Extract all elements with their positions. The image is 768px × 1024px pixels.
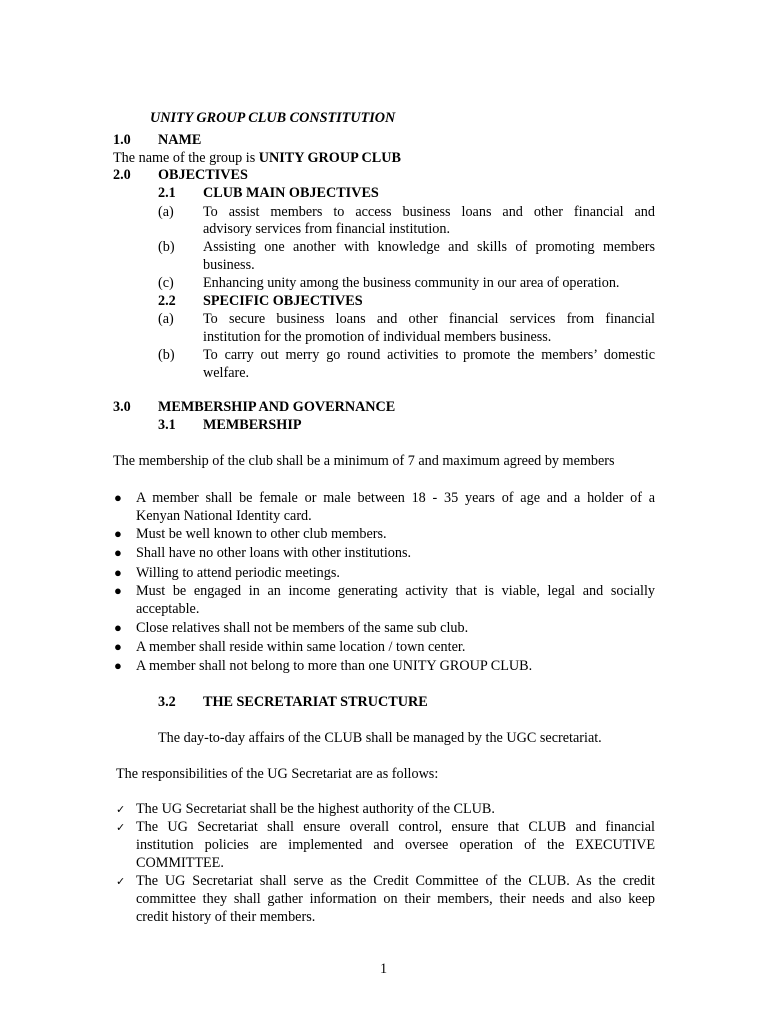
membership-intro: The membership of the club shall be a minimum of 7 and maximum agreed by members <box>113 453 615 469</box>
membership-criterion-line: Shall have no other loans with other institutions. <box>136 545 412 561</box>
membership-criterion-line: acceptable. <box>136 601 200 617</box>
responsibility-line: credit history of their members. <box>136 909 316 925</box>
group-name-prefix: The name of the group is <box>113 150 259 166</box>
checkmark-icon: ✓ <box>116 822 126 834</box>
checkmark-icon: ✓ <box>116 804 126 816</box>
membership-criterion-line: A member shall not belong to more than one UNITY GROUP CLUB. <box>136 658 533 674</box>
section-2-2-number: 2.2 <box>158 293 176 309</box>
section-2-1-number: 2.1 <box>158 185 176 201</box>
section-3-number: 3.0 <box>113 399 131 415</box>
bullet-icon: ● <box>114 526 122 541</box>
specific-objective-label: (b) <box>158 347 175 363</box>
specific-objective-line: To secure business loans and other financial services from financial <box>203 311 655 327</box>
objective-label: (a) <box>158 204 174 220</box>
responsibilities-intro: The responsibilities of the UG Secretariat are as follows: <box>116 766 439 782</box>
bullet-icon: ● <box>114 639 122 654</box>
specific-objective-line: institution for the promotion of individual members business. <box>203 329 552 345</box>
section-3-2-number: 3.2 <box>158 694 176 710</box>
membership-criterion-line: Close relatives shall not be members of the same sub club. <box>136 620 469 636</box>
bullet-icon: ● <box>114 620 122 635</box>
membership-criterion-line: Must be engaged in an income generating activity that is viable, legal and socially <box>136 583 655 599</box>
document-title: UNITY GROUP CLUB CONSTITUTION <box>150 110 396 126</box>
objective-line: To assist members to access business loans and other financial and <box>203 204 655 220</box>
objective-label: (b) <box>158 239 175 255</box>
objective-line: Assisting one another with knowledge and skills of promoting members <box>203 239 655 255</box>
group-name-sentence <box>113 149 401 167</box>
specific-objective-label: (a) <box>158 311 174 327</box>
page-number: 1 <box>380 961 388 977</box>
bullet-icon: ● <box>114 583 122 598</box>
section-2-heading: OBJECTIVES <box>158 167 248 183</box>
objective-line: Enhancing unity among the business community in our area of operation. <box>203 275 620 291</box>
specific-objective-line: To carry out merry go round activities to promote the members’ domestic <box>203 347 655 363</box>
membership-criterion-line: A member shall reside within same location / town center. <box>136 639 466 655</box>
responsibility-line: The UG Secretariat shall serve as the Credit Committee of the CLUB. As the credit <box>136 873 655 889</box>
section-3-1-heading: MEMBERSHIP <box>203 417 302 433</box>
bullet-icon: ● <box>114 565 122 580</box>
specific-objective-line: welfare. <box>203 365 250 381</box>
section-1-heading: NAME <box>158 132 202 148</box>
membership-criterion-line: Kenyan National Identity card. <box>136 508 312 524</box>
section-2-number: 2.0 <box>113 167 131 183</box>
section-3-1-number: 3.1 <box>158 417 176 433</box>
section-2-1-heading: CLUB MAIN OBJECTIVES <box>203 185 379 201</box>
responsibility-line: The UG Secretariat shall ensure overall control, ensure that CLUB and financial <box>136 819 655 835</box>
objective-line: business. <box>203 257 255 273</box>
section-2-2-heading: SPECIFIC OBJECTIVES <box>203 293 363 309</box>
responsibility-line: COMMITTEE. <box>136 855 224 871</box>
bullet-icon: ● <box>114 490 122 505</box>
checkmark-icon: ✓ <box>116 876 126 888</box>
secretariat-description: The day-to-day affairs of the CLUB shall be managed by the UGC secretariat. <box>158 730 602 746</box>
membership-criterion-line: Willing to attend periodic meetings. <box>136 565 340 581</box>
group-name-value: UNITY GROUP CLUB <box>258 150 401 166</box>
bullet-icon: ● <box>114 658 122 673</box>
membership-criterion-line: A member shall be female or male between 18 - 35 years of age and a holder of a <box>136 490 655 506</box>
objective-label: (c) <box>158 275 174 291</box>
section-1-number: 1.0 <box>113 132 131 148</box>
bullet-icon: ● <box>114 545 122 560</box>
responsibility-line: The UG Secretariat shall be the highest authority of the CLUB. <box>136 801 495 817</box>
responsibility-line: institution policies are implemented and oversee operation of the EXECUTIVE <box>136 837 655 853</box>
membership-criterion-line: Must be well known to other club members. <box>136 526 387 542</box>
section-3-2-heading: THE SECRETARIAT STRUCTURE <box>203 694 428 710</box>
responsibility-line: committee they shall gather information on their members, their needs and also keep <box>136 891 655 907</box>
section-3-heading: MEMBERSHIP AND GOVERNANCE <box>158 399 396 415</box>
objective-line: advisory services from financial institution. <box>203 221 451 237</box>
